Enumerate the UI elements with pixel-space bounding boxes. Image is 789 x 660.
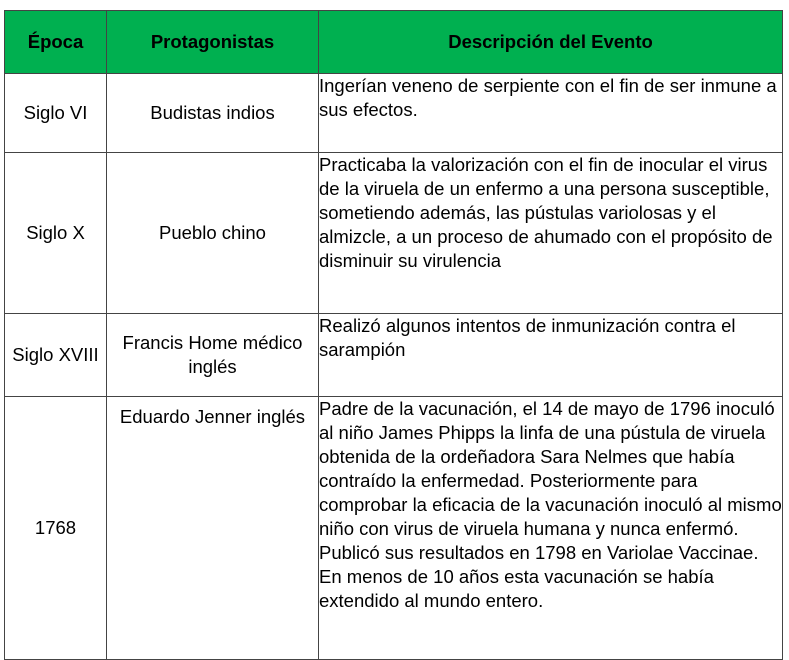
epoca-cell: Siglo XVIII (5, 314, 107, 397)
descripcion-cell: Padre de la vacunación, el 14 de mayo de 1796 inoculó al niño James Phipps la linfa de una pústula de viruela obtenida de la ordeñadora Sara Nelmes que había contraído la enfermedad. Posteriormente para comprobar la eficacia de la vacunación inoculó al mismo niño con virus de viruela humana y nunca enfermó. Publicó sus resultados en 1798 en Variolae Vaccinae. En menos de 10 años esta vacunación se había extendido al mundo entero. (319, 397, 783, 660)
header-descripcion: Descripción del Evento (319, 11, 783, 74)
header-protagonistas: Protagonistas (107, 11, 319, 74)
descripcion-cell: Practicaba la valorización con el fin de inocular el virus de la viruela de un enfermo a una persona susceptible, sometiendo además, las pústulas variolosas y el almizcle, a un proceso de ahumado con el propósito de disminuir su virulencia (319, 153, 783, 314)
table-row (5, 153, 783, 314)
protagonistas-cell: Pueblo chino (107, 153, 319, 314)
history-table (4, 10, 783, 660)
descripcion-cell: Realizó algunos intentos de inmunización contra el sarampión (319, 314, 783, 397)
table-row (5, 397, 783, 660)
descripcion-cell: Ingerían veneno de serpiente con el fin de ser inmune a sus efectos. (319, 74, 783, 153)
epoca-cell: Siglo X (5, 153, 107, 314)
header-epoca: Época (5, 11, 107, 74)
protagonistas-cell: Budistas indios (107, 74, 319, 153)
protagonistas-cell: Francis Home médico inglés (107, 314, 319, 397)
protagonistas-cell: Eduardo Jenner inglés (107, 397, 319, 660)
table-header-row (5, 11, 783, 74)
table-row (5, 314, 783, 397)
table-row (5, 74, 783, 153)
epoca-cell: 1768 (5, 397, 107, 660)
epoca-cell: Siglo VI (5, 74, 107, 153)
